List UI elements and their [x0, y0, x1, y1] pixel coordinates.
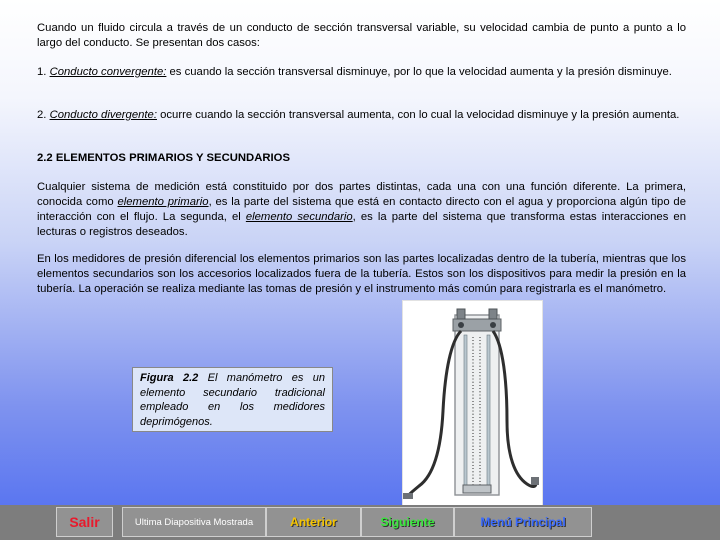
previous-label: Anterior [290, 515, 337, 529]
exit-button[interactable] [56, 507, 113, 537]
elements-paragraph [37, 180, 686, 240]
case-divergent [37, 108, 686, 123]
section-heading: 2.2 ELEMENTOS PRIMARIOS Y SECUNDARIOS [37, 152, 290, 164]
figure-caption [132, 367, 333, 432]
term-divergent: Conducto divergente: [49, 109, 157, 121]
navigation-bar [0, 505, 720, 540]
case-number: 2. [37, 109, 47, 121]
main-menu-button[interactable] [454, 507, 592, 537]
next-label: Siguiente [380, 515, 435, 529]
text-part: , es la parte del sistema que transforma estas interacciones en lecturas o registros deseados. [37, 211, 686, 238]
next-button[interactable] [361, 507, 454, 537]
meters-paragraph: En los medidores de presión diferencial los elementos primarios son las partes localizadas dentro de la tubería, mientras que los elementos secundarios son los accesorios localizados fuera de la tubería. Estos son los dispositivos para medir la presión en la tubería. La operación se realiza mediante las tomas de presión y el instrumento más común para registrarla es el manómetro. [37, 253, 686, 295]
term-primary-element: elemento primario [117, 196, 209, 208]
case-text: es cuando la sección transversal disminuye, por lo que la velocidad aumenta y la presión disminuye. [166, 66, 672, 78]
main-menu-label: Menú Principal [480, 515, 566, 529]
text-part: Cualquier sistema de medición está constituido por dos partes distintas, cada una con una función diferente. La primera, conocida como [37, 181, 686, 208]
manometer-illustration [403, 301, 542, 506]
figure-label: Figura 2.2 [140, 372, 199, 384]
previous-button[interactable] [266, 507, 361, 537]
term-secondary-element: elemento secundario [245, 211, 353, 223]
last-slide-button[interactable] [122, 507, 266, 537]
text-part: , es la parte del sistema que está en contacto directo con el agua y proporciona algún tipo de interacción con el flujo. La segunda, el [37, 196, 686, 223]
case-convergent [37, 65, 686, 80]
intro-paragraph: Cuando un fluido circula a través de un conducto de sección transversal variable, su velocidad cambia de punto a punto a lo largo del conducto. Se presentan dos casos: [37, 22, 686, 49]
manometer-photo [402, 300, 543, 507]
term-convergent: Conducto convergente: [49, 66, 167, 78]
caption-text: El manómetro es un elemento secundario tradicional empleado en los medidores deprimógenos. [140, 372, 325, 428]
case-text: ocurre cuando la sección transversal aumenta, con lo cual la velocidad disminuye y la presión aumenta. [156, 109, 680, 121]
exit-label: Salir [69, 514, 100, 530]
last-slide-label: Ultima Diapositiva Mostrada [134, 516, 254, 528]
case-number: 1. [37, 66, 47, 78]
